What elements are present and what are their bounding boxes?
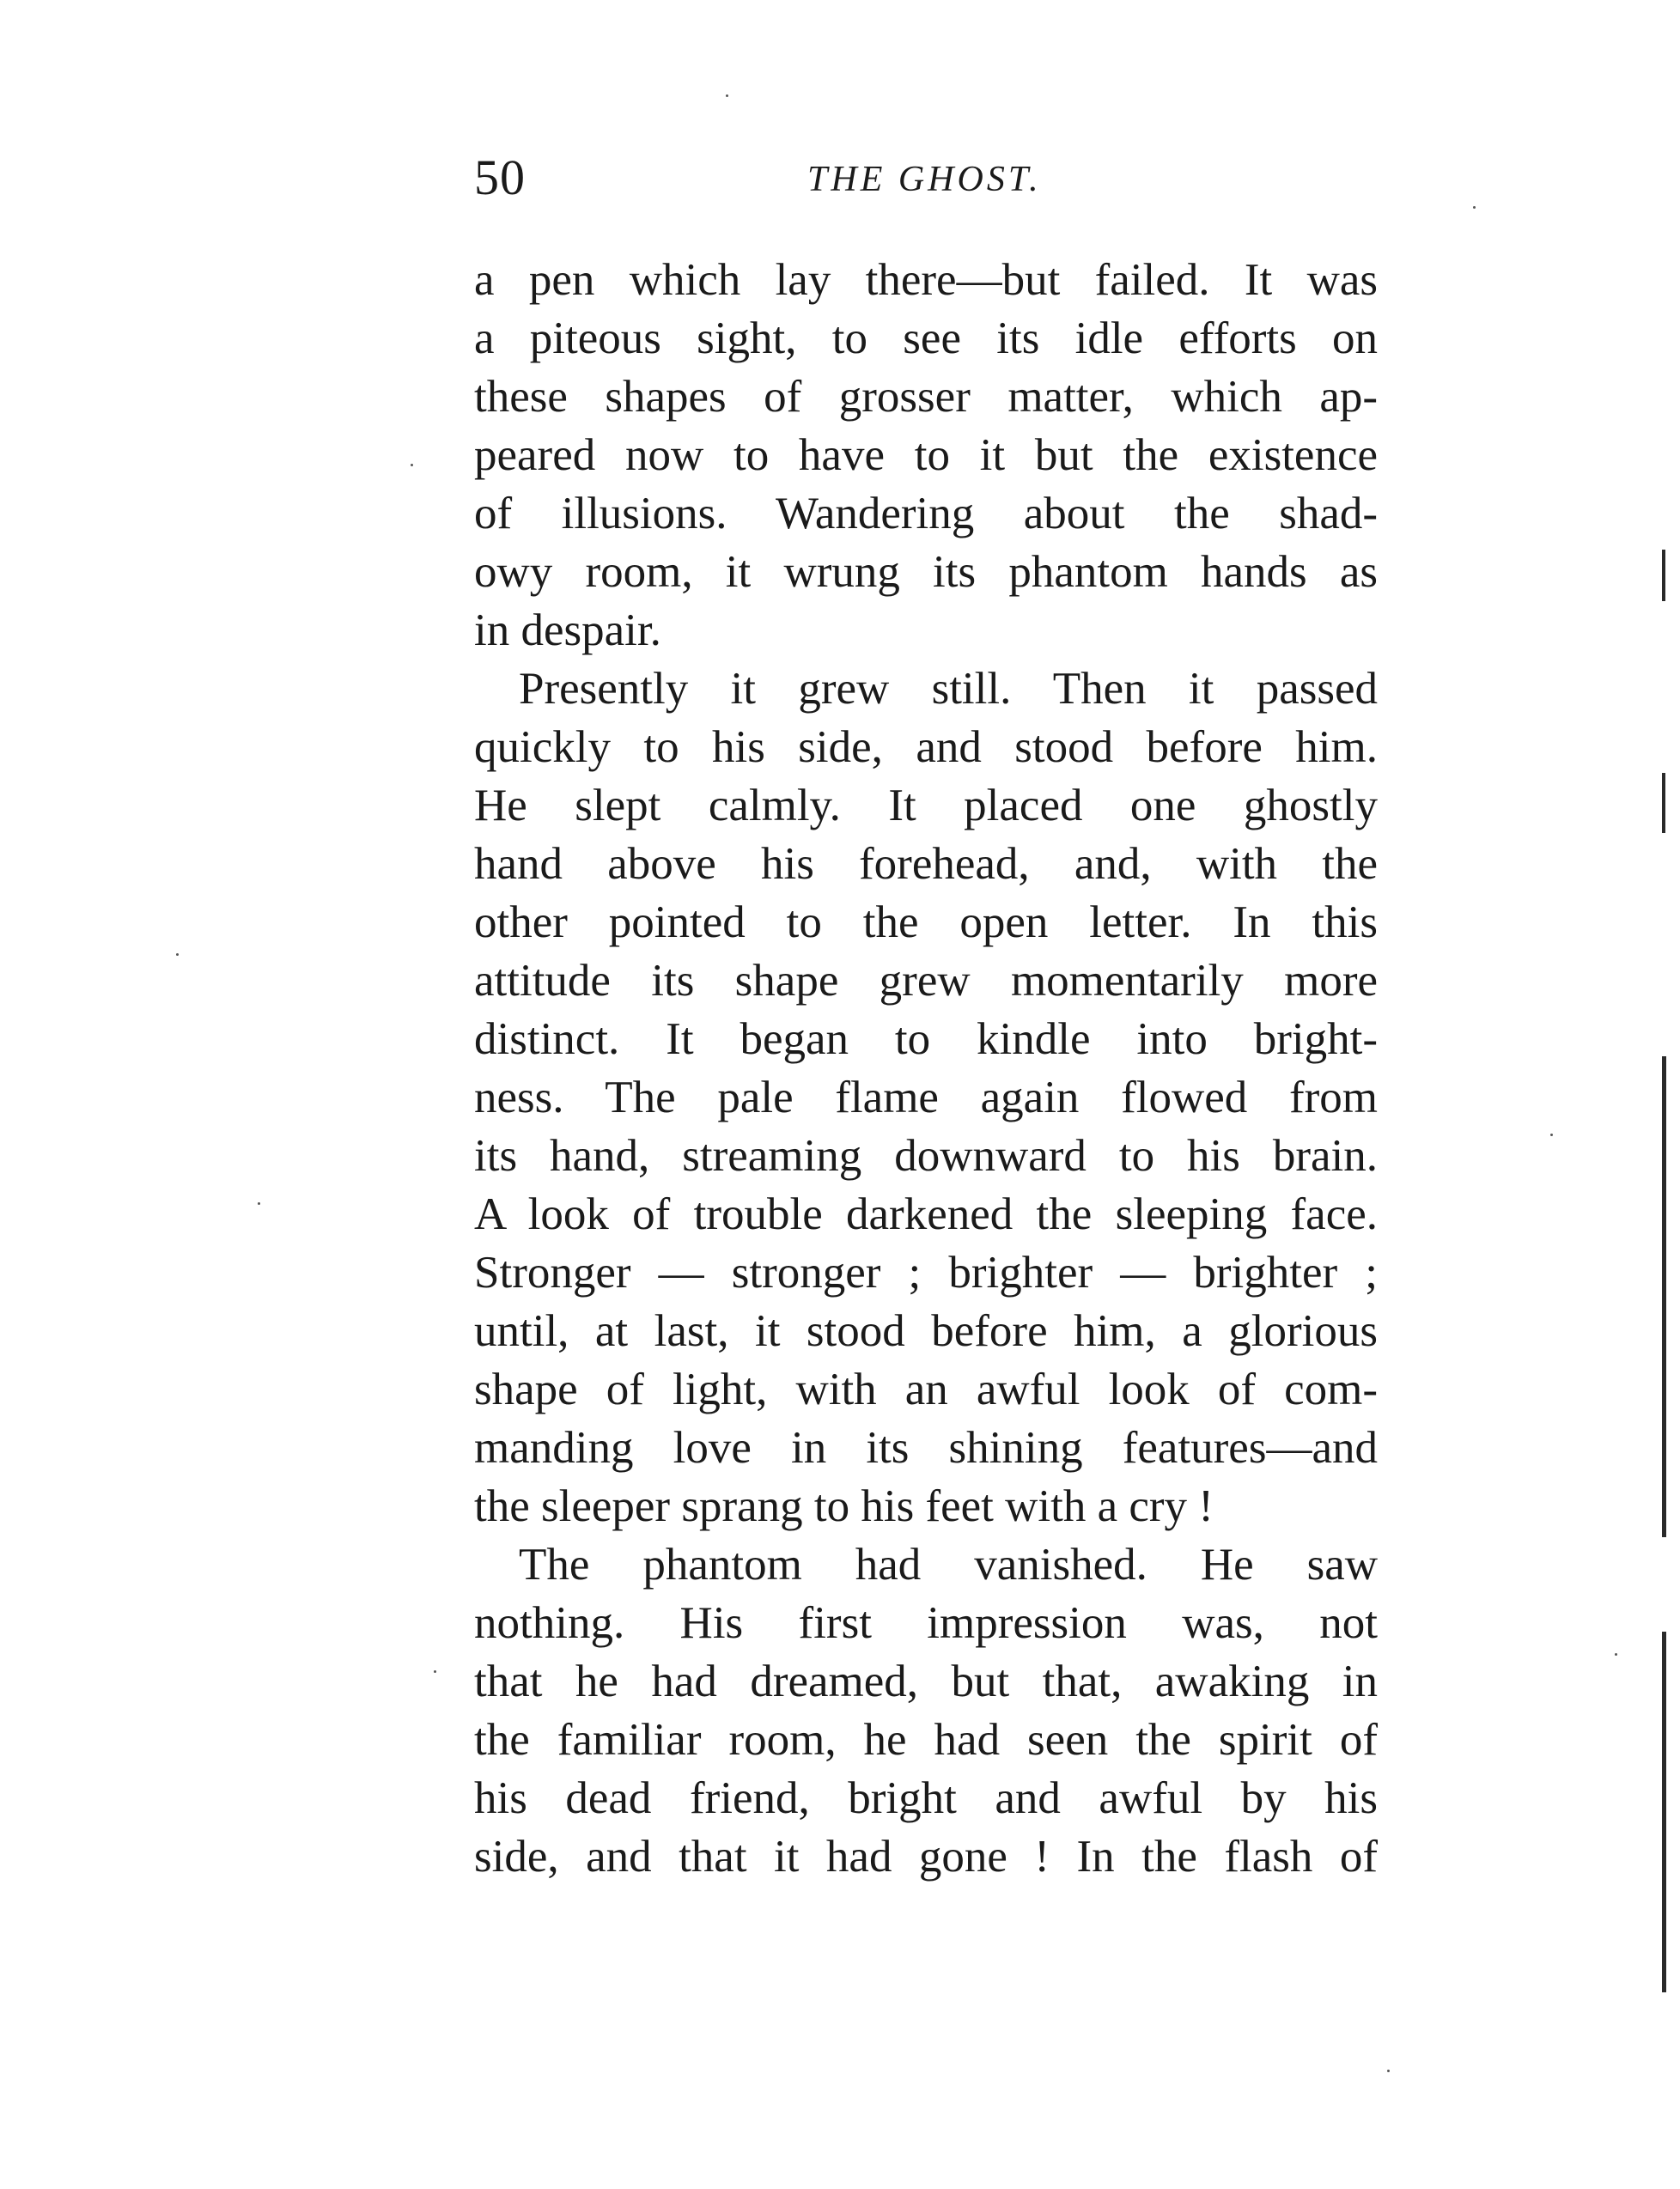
text-line: Stronger — stronger ; brighter — brighter ; — [474, 1248, 1378, 1298]
text-line: other pointed to the open letter. In this — [474, 897, 1378, 947]
text-line: The phantom had vanished. He saw — [519, 1540, 1378, 1590]
scan-speck — [1550, 1134, 1553, 1136]
text-line: hand above his forehead, and, with the — [474, 839, 1378, 889]
page-edge-shadow — [1662, 773, 1665, 833]
text-line: his dead friend, bright and awful by his — [474, 1773, 1378, 1823]
page-edge-shadow — [1662, 1056, 1666, 1537]
scan-speck — [1387, 2070, 1390, 2072]
page-number: 50 — [474, 149, 526, 205]
scan-speck — [434, 1670, 436, 1673]
text-line: a piteous sight, to see its idle efforts on — [474, 313, 1378, 363]
text-line: ness. The pale flame again flowed from — [474, 1073, 1378, 1122]
text-line: of illusions. Wandering about the shad- — [474, 489, 1378, 538]
scan-speck — [411, 464, 413, 466]
page-edge-shadow — [1662, 1632, 1666, 1992]
text-line: that he had dreamed, but that, awaking in — [474, 1657, 1378, 1706]
body-text — [474, 251, 1378, 1886]
text-line: its hand, streaming downward to his brain. — [474, 1131, 1378, 1181]
scan-speck — [726, 94, 728, 97]
text-line: attitude its shape grew momentarily more — [474, 956, 1378, 1006]
text-line: the sleeper sprang to his feet with a cry ! — [474, 1481, 1214, 1531]
text-line: a pen which lay there—but failed. It was — [474, 255, 1378, 305]
text-line: Presently it grew still. Then it passed — [519, 664, 1378, 714]
text-line: distinct. It began to kindle into bright- — [474, 1014, 1378, 1064]
text-line: He slept calmly. It placed one ghostly — [474, 781, 1378, 830]
text-line: these shapes of grosser matter, which ap- — [474, 372, 1378, 422]
page-edge-shadow — [1662, 550, 1665, 601]
text-line: quickly to his side, and stood before him. — [474, 722, 1378, 772]
text-line: A look of trouble darkened the sleeping face. — [474, 1189, 1378, 1239]
scan-speck — [258, 1202, 260, 1205]
text-line: shape of light, with an awful look of com- — [474, 1365, 1378, 1414]
text-line: owy room, it wrung its phantom hands as — [474, 547, 1378, 597]
scan-speck — [1615, 1653, 1617, 1656]
text-line: peared now to have to it but the existence — [474, 430, 1378, 480]
text-line: side, and that it had gone ! In the flash of — [474, 1832, 1378, 1882]
running-head: THE GHOST. — [807, 160, 1042, 199]
text-line: manding love in its shining features—and — [474, 1423, 1378, 1473]
scan-speck — [176, 953, 179, 956]
text-line: until, at last, it stood before him, a glorious — [474, 1306, 1378, 1356]
text-line: nothing. His first impression was, not — [474, 1598, 1378, 1648]
text-line: the familiar room, he had seen the spirit of — [474, 1715, 1378, 1765]
scan-speck — [1473, 206, 1476, 209]
text-line: in despair. — [474, 605, 661, 655]
